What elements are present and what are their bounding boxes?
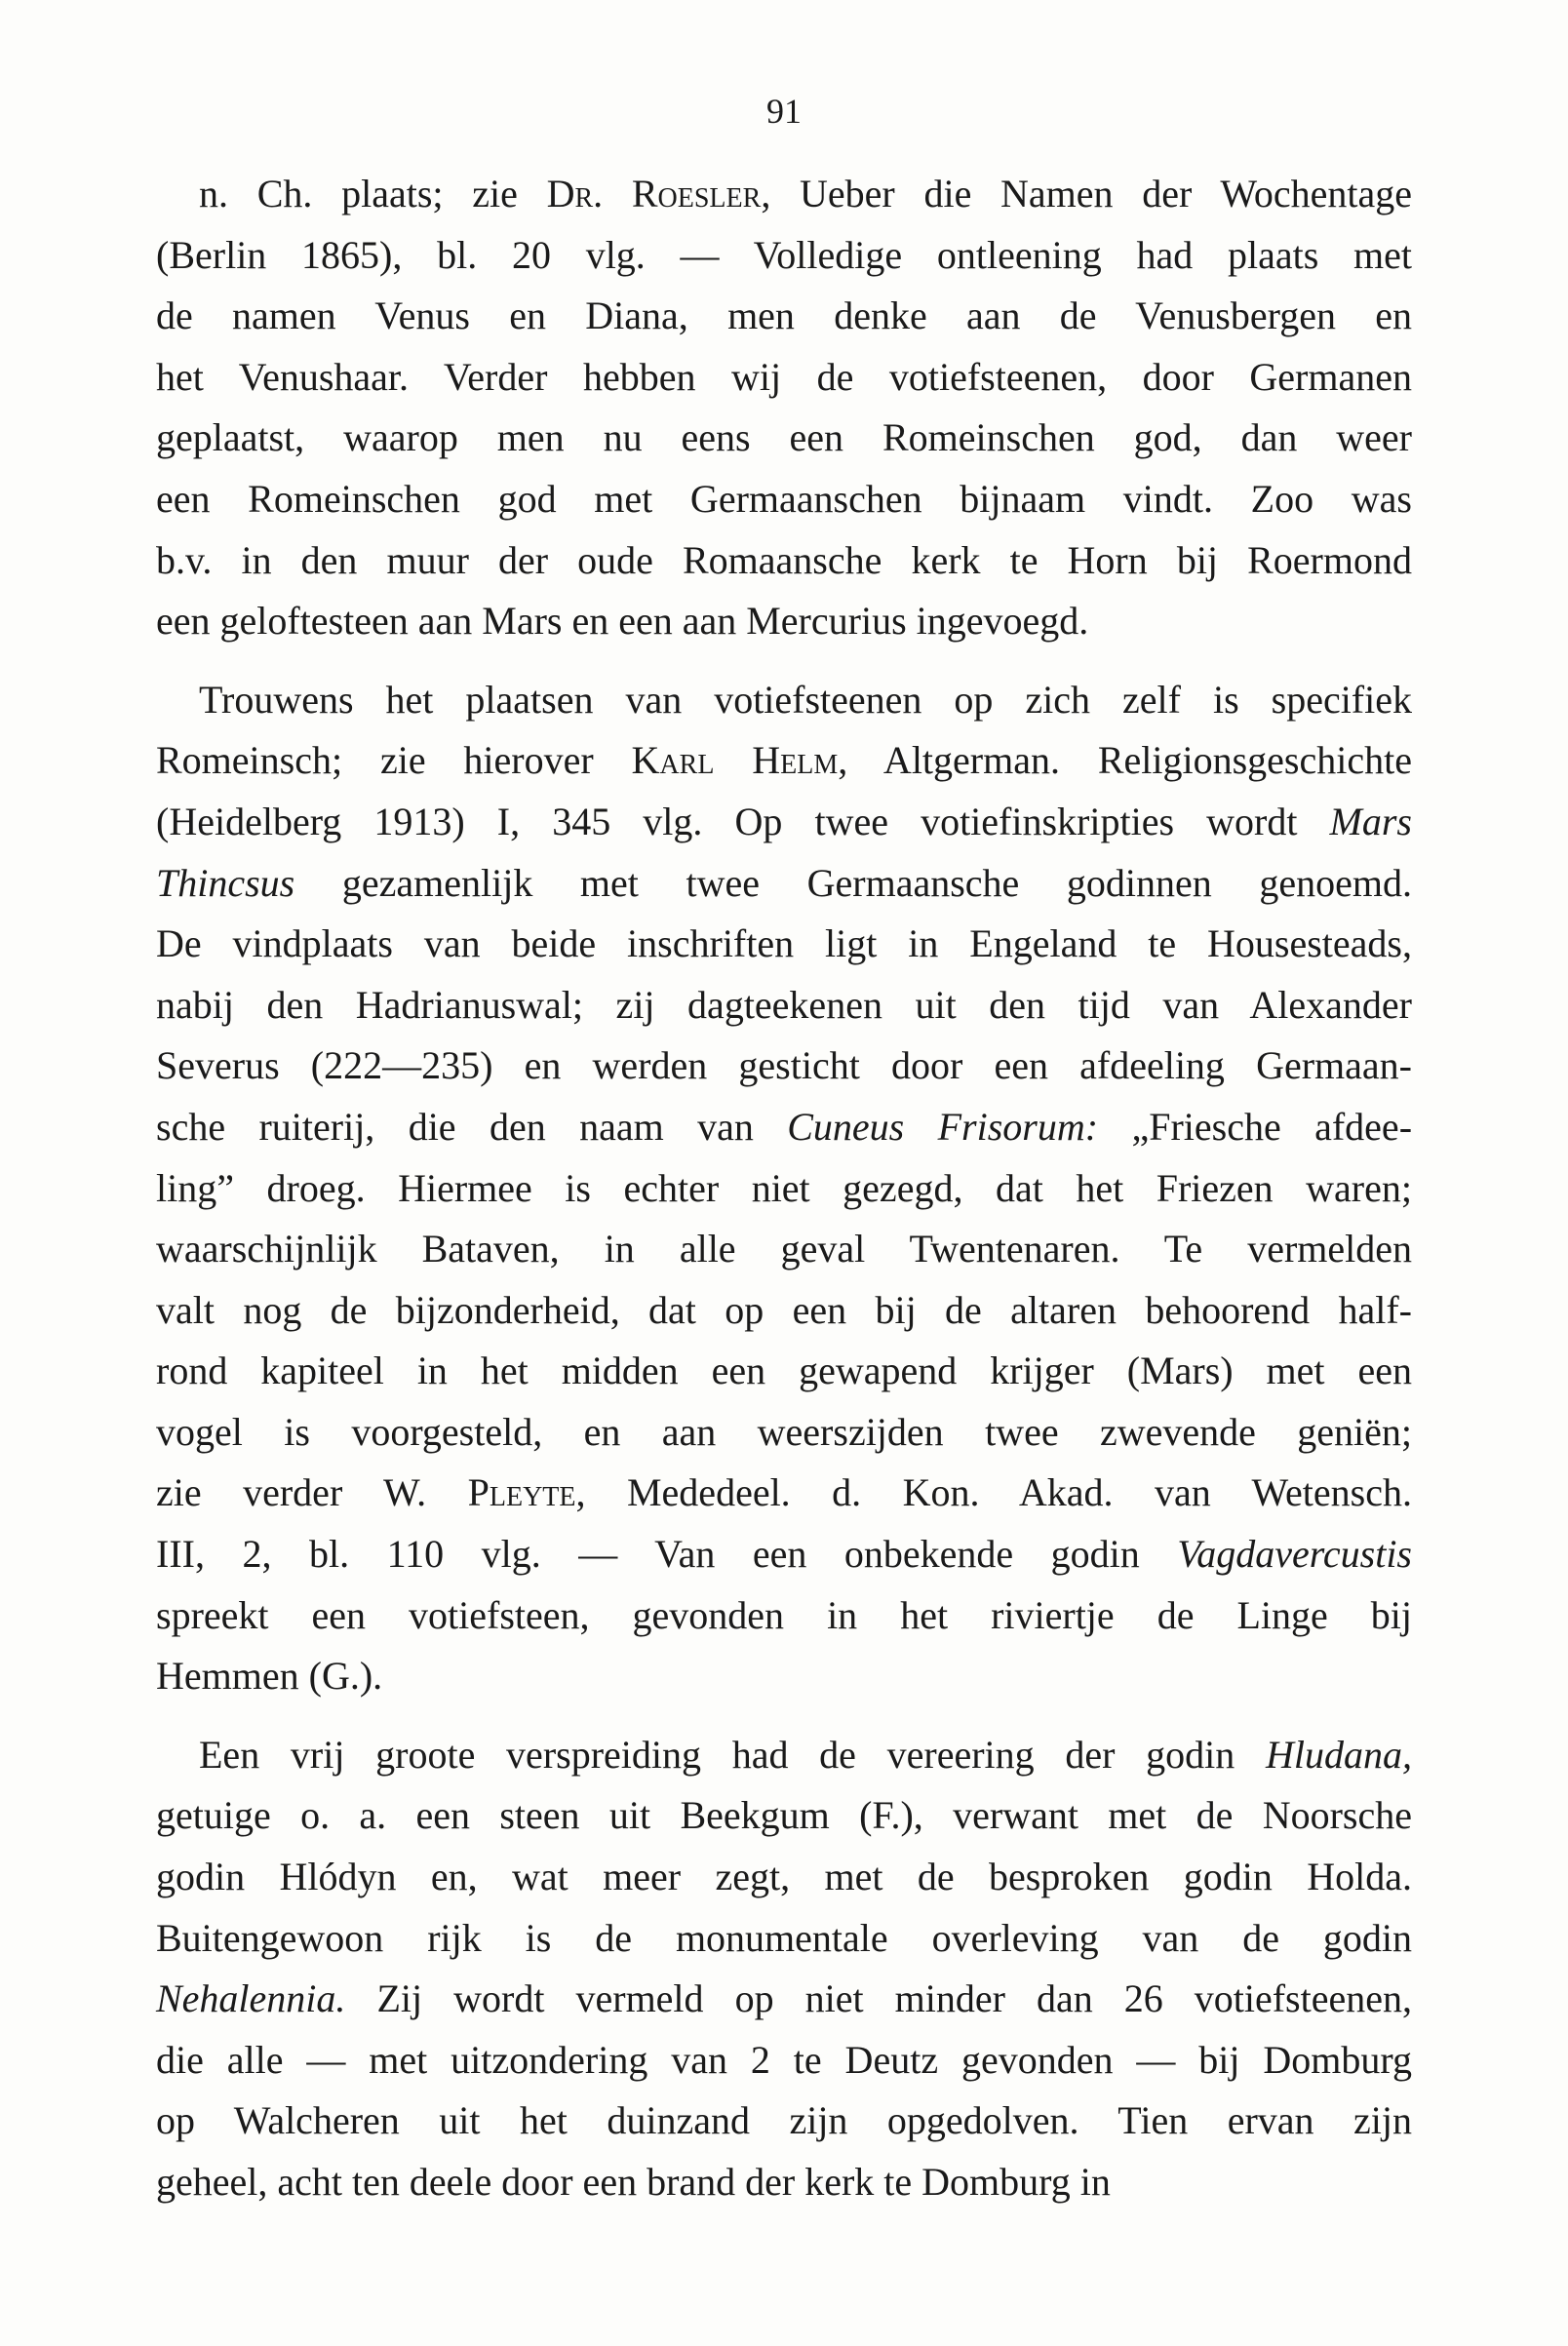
- paragraph: [156, 164, 1412, 652]
- italic-term: Hludana,: [1266, 1732, 1412, 1777]
- body-text: [156, 164, 1412, 2213]
- text-line: op Walcheren uit het duinzand zijn opgedolven. Tien ervan zijn: [156, 2098, 1412, 2143]
- paragraph: [156, 670, 1412, 1707]
- text-line: Trouwens het plaatsen van votiefsteenen op zich zelf is specifiek: [199, 677, 1412, 722]
- text-line: (Heidelberg 1913) I, 345 vlg. Op twee votiefinskripties wordt Mars: [156, 799, 1412, 843]
- text-line: (Berlin 1865), bl. 20 vlg. — Volledige ontleening had plaats met: [156, 232, 1412, 277]
- text-line: ling” droeg. Hiermee is echter niet gezegd, dat het Friezen waren;: [156, 1165, 1412, 1210]
- page-number: 91: [766, 92, 802, 131]
- text-line: Severus (222—235) en werden gesticht door een afdeeling Germaan-: [156, 1043, 1412, 1088]
- text-line: een geloftesteen aan Mars en een aan Mercurius ingevoegd.: [156, 599, 1089, 644]
- italic-term: Mars: [1329, 799, 1412, 843]
- text-line: Een vrij groote verspreiding had de vereering der godin Hludana,: [199, 1732, 1412, 1777]
- author-name: Dr. Roesler: [546, 172, 762, 215]
- text-line: Thincsus gezamenlijk met twee Germaansche godinnen genoemd.: [156, 860, 1412, 905]
- text-line: III, 2, bl. 110 vlg. — Van een onbekende godin Vagdavercustis: [156, 1532, 1412, 1577]
- author-name: Karl Helm: [631, 738, 839, 783]
- text-line: n. Ch. plaats; zie Dr. Roesler, Ueber die Namen der Wochentage: [199, 172, 1412, 215]
- text-line: b.v. in den muur der oude Romaansche kerk te Horn bij Roermond: [156, 537, 1412, 582]
- text-line: sche ruiterij, die den naam van Cuneus Frisorum: „Friesche afdee-: [156, 1104, 1413, 1149]
- italic-term: Vagdavercustis: [1177, 1532, 1412, 1577]
- text-line: vogel is voorgesteld, en aan weerszijden twee zwevende geniën;: [156, 1409, 1412, 1454]
- text-line: het Venushaar. Verder hebben wij de votiefsteenen, door Germanen: [156, 354, 1412, 399]
- text-line: zie verder W. Pleyte, Mededeel. d. Kon. Akad. van Wetensch.: [156, 1470, 1412, 1515]
- author-name: Pleyte: [467, 1470, 576, 1515]
- text-line: getuige o. a. een steen uit Beekgum (F.), verwant met de Noorsche: [156, 1793, 1412, 1838]
- text-line: waarschijnlijk Bataven, in alle geval Twentenaren. Te vermelden: [156, 1227, 1412, 1271]
- text-line: die alle — met uitzondering van 2 te Deutz gevonden — bij Domburg: [156, 2037, 1412, 2082]
- text-line: een Romeinschen god met Germaanschen bijnaam vindt. Zoo was: [156, 476, 1412, 521]
- italic-term: Nehalennia.: [156, 1976, 346, 2021]
- text-line: De vindplaats van beide inschriften ligt in Engeland te Housesteads,: [156, 921, 1412, 966]
- paragraph: [156, 1725, 1412, 2213]
- italic-term: Cuneus Frisorum:: [787, 1104, 1099, 1149]
- text-line: nabij den Hadrianuswal; zij dagteekenen uit den tijd van Alexander: [156, 982, 1412, 1027]
- text-line: rond kapiteel in het midden een gewapend krijger (Mars) met een: [156, 1349, 1412, 1393]
- text-line: geheel, acht ten deele door een brand der kerk te Domburg in: [156, 2160, 1111, 2204]
- text-line: de namen Venus en Diana, men denke aan de Venusbergen en: [156, 293, 1412, 338]
- text-line: Nehalennia. Zij wordt vermeld op niet minder dan 26 votiefsteenen,: [156, 1976, 1412, 2021]
- text-line: Buitengewoon rijk is de monumentale overleving van de godin: [156, 1915, 1412, 1960]
- text-line: Hemmen (G.).: [156, 1654, 383, 1699]
- text-line: Romeinsch; zie hierover Karl Helm, Altgerman. Religionsgeschichte: [156, 738, 1412, 783]
- text-line: valt nog de bijzonderheid, dat op een bij de altaren behoorend half-: [156, 1287, 1412, 1332]
- text-line: geplaatst, waarop men nu eens een Romeinschen god, dan weer: [156, 415, 1412, 460]
- text-line: spreekt een votiefsteen, gevonden in het riviertje de Linge bij: [156, 1592, 1412, 1637]
- italic-term: Thincsus: [156, 860, 295, 905]
- text-line: godin Hlódyn en, wat meer zegt, met de besproken godin Holda.: [156, 1855, 1412, 1899]
